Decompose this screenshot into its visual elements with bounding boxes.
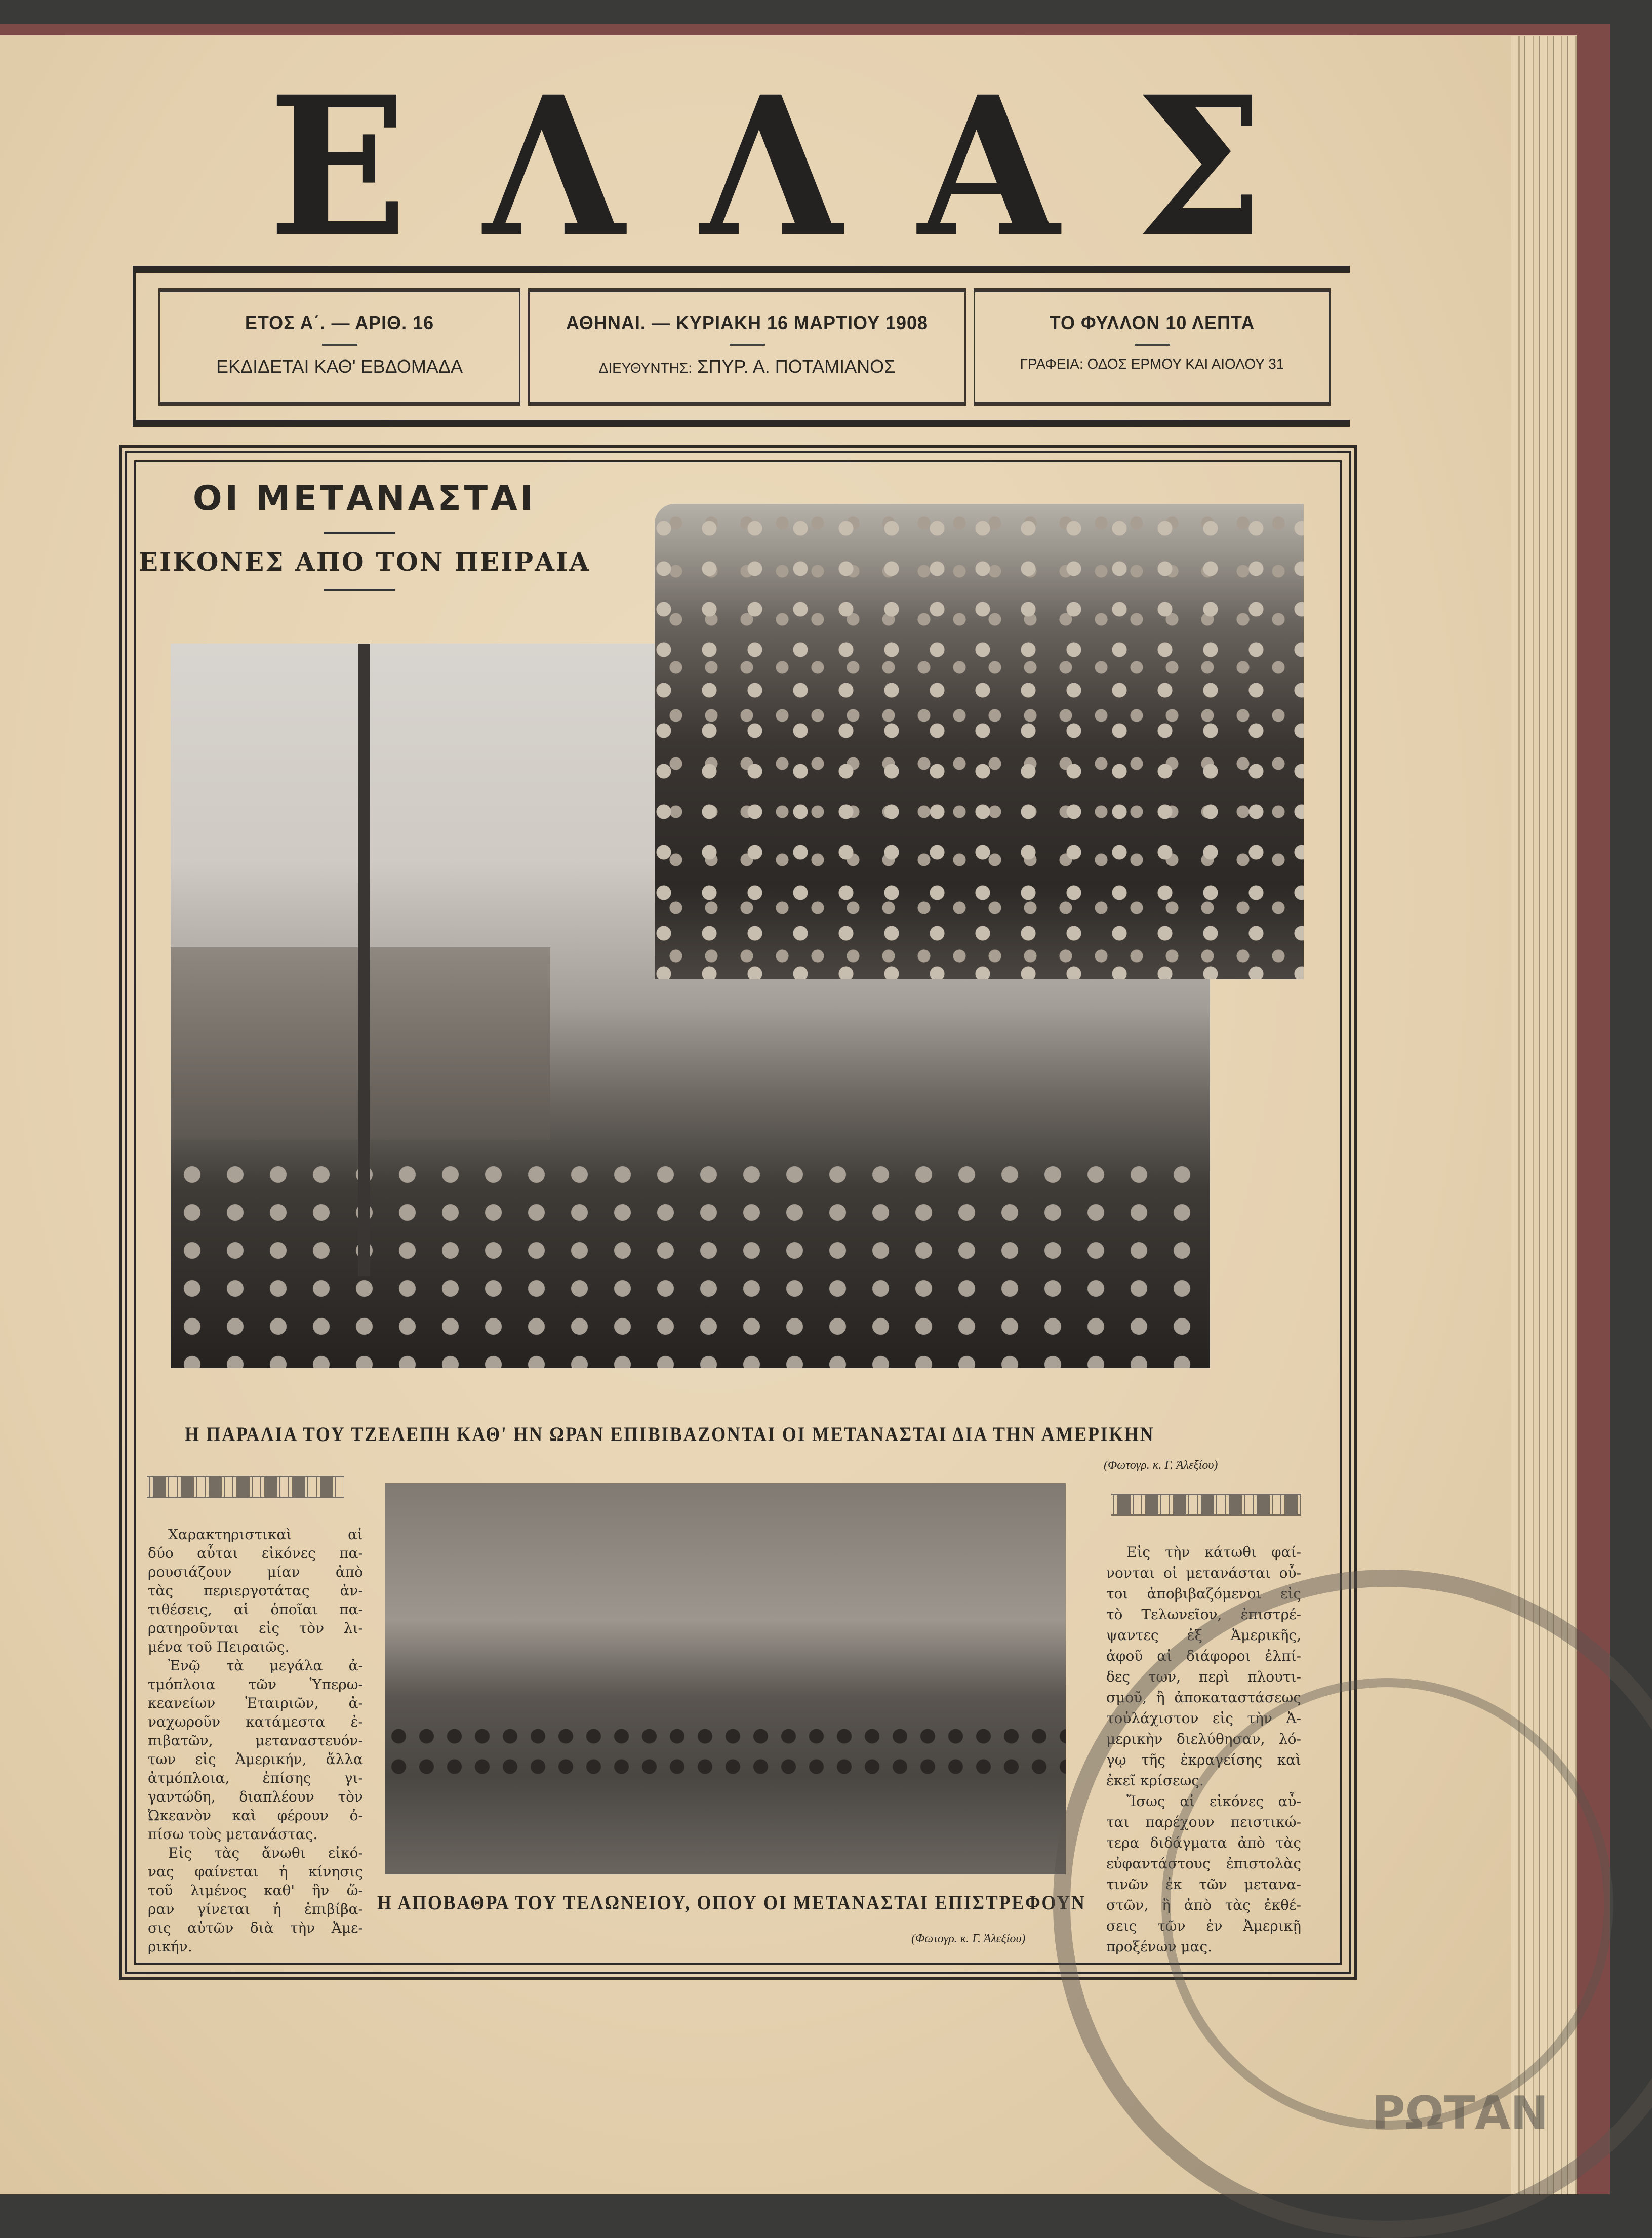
divider xyxy=(322,344,357,346)
text-line: σις αὐτῶν διὰ τὴν Ἀμε- xyxy=(148,1920,363,1936)
text-line: ρικήν. xyxy=(148,1938,192,1955)
text-line: τὰς περιεργοτάτας ἀν- xyxy=(148,1582,363,1599)
issue-date: ΑΘΗΝΑΙ. — ΚΥΡΙΑΚΗ 16 ΜΑΡΤΙΟΥ 1908 xyxy=(566,312,929,333)
text-line: τιθέσεις, αἱ ὁποῖαι πα- xyxy=(148,1601,363,1618)
text-line: Ὠκεανὸν καὶ φέρουν ὀ- xyxy=(148,1807,363,1824)
header-date-cell xyxy=(528,288,966,406)
text-column-right xyxy=(1106,1542,1301,1957)
article-title: ΟΙ ΜΕΤΑΝΑΣΤΑΙ xyxy=(192,478,537,518)
header-issue-cell xyxy=(158,288,520,406)
text-line: γαντώδη, διαπλέουν τὸν xyxy=(148,1788,363,1805)
director-name: ΣΠΥΡ. Α. ΠΟΤΑΜΙΑΝΟΣ xyxy=(697,356,896,377)
text-line: τερα διδάγματα ἀπὸ τὰς xyxy=(1106,1834,1301,1851)
text-line: τμόπλοια τῶν Ὑπερω- xyxy=(148,1676,363,1693)
text-line: Χαρακτηριστικαὶ αἱ xyxy=(168,1526,363,1543)
text-line: ται παρέχουν πειστικώ- xyxy=(1106,1814,1301,1830)
header-price-cell xyxy=(974,288,1331,406)
photo-credit-1: (Φωτογρ. κ. Γ. Ἀλεξίου) xyxy=(1104,1459,1218,1472)
title-rule xyxy=(324,532,395,534)
price: ΤΟ ΦΥΛΛΟΝ 10 ΛΕΠΤΑ xyxy=(1049,312,1255,333)
stamp-lettering: ΡΩΤΑΝ xyxy=(1372,2087,1549,2140)
text-line: ἀφοῦ αἱ διάφοροι ἐλπί- xyxy=(1106,1648,1301,1664)
text-line: δες των, περὶ πλουτι- xyxy=(1106,1668,1301,1685)
caption-photo-1: Η ΠΑΡΑΛΙΑ ΤΟΥ ΤΖΕΛΕΠΗ ΚΑΘ' ΗΝ ΩΡΑΝ ΕΠΙΒΙΒΑΖΟΝΤΑΙ ΟΙ ΜΕΤΑΝΑΣΤΑΙ ΔΙΑ ΤΗΝ ΑΜΕΡΙΚΗΝ xyxy=(185,1423,1155,1446)
text-line: μερικὴν διελύθησαν, λό- xyxy=(1106,1731,1301,1747)
header-box xyxy=(133,266,1350,427)
text-line: ἐκεῖ κρίσεως. xyxy=(1106,1772,1204,1789)
text-line: κεανείων Ἑταιριῶν, ἀ- xyxy=(148,1695,363,1711)
ornament-right xyxy=(1111,1494,1301,1516)
frequency: ΕΚΔΙΔΕΤΑΙ ΚΑΘ' ΕΒΔΟΜΑΔΑ xyxy=(216,356,463,377)
article-subtitle: ΕΙΚΟΝΕΣ ΑΠΟ ΤΟΝ ΠΕΙΡΑΙΑ xyxy=(138,547,591,577)
text-line: Ἴσως αἱ εἰκόνες αὖ- xyxy=(1126,1793,1301,1810)
text-line: τὸ Τελωνεῖον, ἐπιστρέ- xyxy=(1106,1606,1301,1623)
text-line: τοὐλάχιστον εἰς τὴν Ἀ- xyxy=(1106,1710,1301,1727)
ornament-left xyxy=(147,1476,344,1498)
director-label: ΔΙΕΥΘΥΝΤΗΣ: xyxy=(598,360,693,376)
text-line: πιβατῶν, μεταναστευόν- xyxy=(148,1732,363,1749)
masthead-title: ΕΛΛΑΣ xyxy=(268,54,1340,279)
text-line: τινῶν ἐκ τῶν μετανα- xyxy=(1106,1876,1301,1893)
text-line: ρουσιάζουν μίαν ἀπὸ xyxy=(148,1564,363,1580)
ornament-divider xyxy=(730,344,765,346)
text-column-left xyxy=(148,1525,363,1956)
text-line: νας φαίνεται ἡ κίνησις xyxy=(148,1863,363,1880)
text-line: Εἰς τὰς ἄνωθι εἰκό- xyxy=(168,1845,363,1861)
issue-number: ΕΤΟΣ Α΄. — ΑΡΙΘ. 16 xyxy=(245,312,434,333)
photo-credit-2: (Φωτογρ. κ. Γ. Ἀλεξίου) xyxy=(911,1932,1026,1945)
subtitle-rule xyxy=(324,589,395,591)
text-line: σμοῦ, ἢ ἀποκαταστάσεως xyxy=(1106,1689,1301,1706)
text-line: πίσω τοὺς μετανάστας. xyxy=(148,1826,318,1843)
page-edges xyxy=(1511,36,1577,2194)
text-line: ἀτμόπλοια, ἐπίσης γι- xyxy=(148,1770,363,1786)
photo-emigrants-crowd xyxy=(655,504,1304,979)
text-line: δύο αὗται εἰκόνες πα- xyxy=(148,1545,363,1562)
text-line: προξένων μας. xyxy=(1106,1938,1213,1955)
text-line: ναχωροῦν κατάμεστα ἐ- xyxy=(148,1713,363,1730)
text-line: ραν γίνεται ἡ ἐπιβίβα- xyxy=(148,1901,363,1917)
text-line: τοι ἀποβιβαζόμενοι εἰς xyxy=(1106,1585,1301,1602)
text-line: στῶν, ἢ ἀπὸ τὰς ἐκθέ- xyxy=(1106,1897,1301,1913)
text-line: γῳ τῆς ἐκραγείσης καὶ xyxy=(1106,1751,1301,1768)
caption-photo-2: Η ΑΠΟΒΑΘΡΑ ΤΟΥ ΤΕΛΩΝΕΙΟΥ, ΟΠΟΥ ΟΙ ΜΕΤΑΝΑΣΤΑΙ ΕΠΙΣΤΡΕΦΟΥΝ xyxy=(377,1891,1086,1914)
text-line: ρατηροῦνται εἰς τὸν λι- xyxy=(148,1620,363,1636)
text-line: ψαντες ἐξ Ἀμερικῆς, xyxy=(1106,1627,1301,1644)
lamp-post xyxy=(358,644,370,1276)
text-line: των εἰς Ἀμερικήν, ἄλλα xyxy=(148,1751,363,1768)
text-line: νονται οἱ μετανάσται οὗ- xyxy=(1106,1565,1301,1581)
divider xyxy=(1135,344,1170,346)
photo-customs-pier xyxy=(385,1483,1066,1874)
offices-address: ΓΡΑΦΕΙΑ: ΟΔΟΣ ΕΡΜΟΥ ΚΑΙ ΑΙΟΛΟΥ 31 xyxy=(1020,356,1284,372)
text-line: εὐφαντάστους ἐπιστολὰς xyxy=(1106,1855,1301,1872)
text-line: Ἐνῷ τὰ μεγάλα ἀ- xyxy=(168,1657,363,1674)
text-line: μένα τοῦ Πειραιῶς. xyxy=(148,1638,290,1655)
text-line: Εἰς τὴν κάτωθι φαί- xyxy=(1126,1544,1301,1561)
text-line: τοῦ λιμένος καθ' ἣν ὥ- xyxy=(148,1882,363,1899)
text-line: σεις τῶν ἐν Ἀμερικῇ xyxy=(1106,1917,1301,1934)
